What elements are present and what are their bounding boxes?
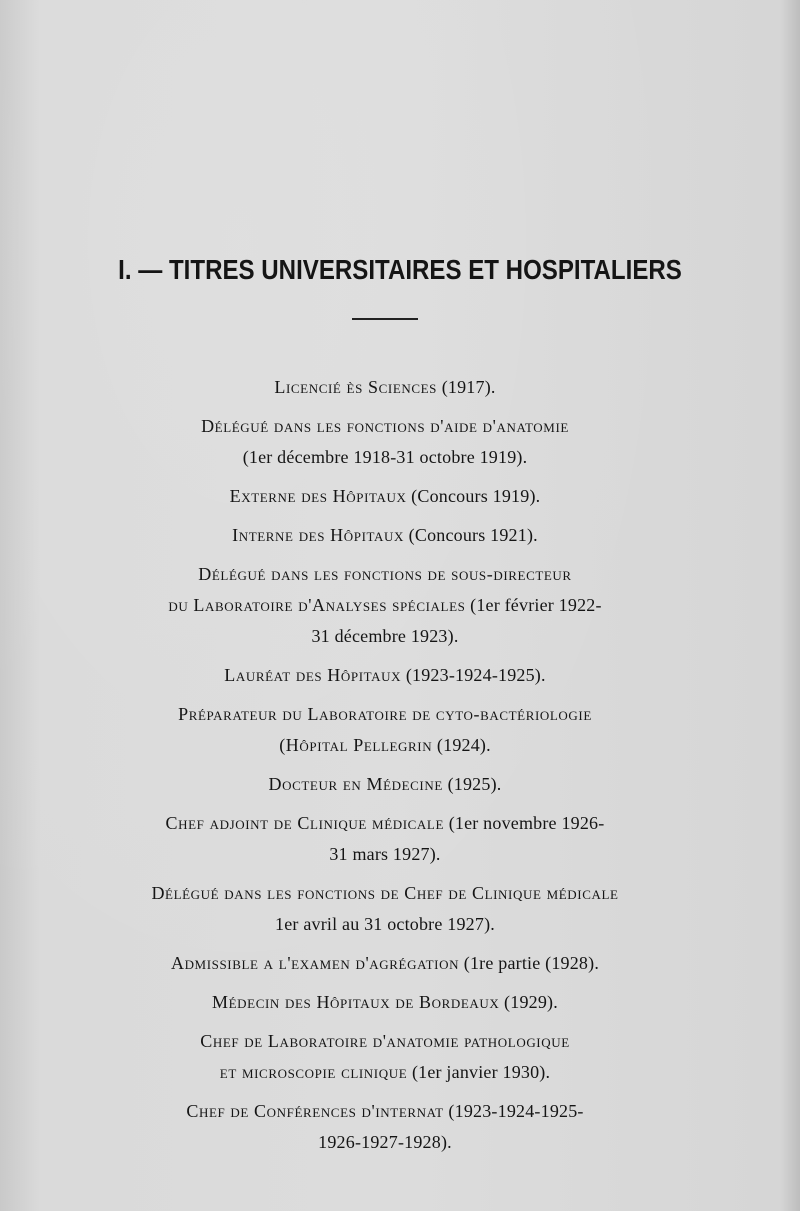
entry-heading: (Hôpital Pellegrin bbox=[279, 735, 433, 755]
entry-heading: Chef adjoint de Clinique médicale bbox=[165, 813, 444, 833]
entry-item bbox=[120, 372, 650, 403]
entry-detail: (1re partie (1928). bbox=[459, 953, 600, 973]
entry-item bbox=[120, 559, 650, 652]
entry-line bbox=[120, 730, 650, 761]
entry-line bbox=[120, 442, 650, 473]
entry-detail: (Concours 1919). bbox=[406, 486, 541, 506]
title-divider bbox=[352, 318, 418, 320]
entry-detail: (1923-1924-1925). bbox=[401, 665, 546, 685]
entry-line bbox=[120, 590, 650, 621]
entry-item bbox=[120, 699, 650, 761]
entry-detail: (Concours 1921). bbox=[403, 525, 538, 545]
entry-item bbox=[120, 987, 650, 1018]
entry-item bbox=[120, 411, 650, 473]
entry-heading: Docteur en Médecine bbox=[268, 774, 443, 794]
entry-line bbox=[120, 1057, 650, 1088]
entry-heading: Délégué dans les fonctions de sous-directeur bbox=[198, 564, 572, 584]
entry-line bbox=[120, 372, 650, 403]
entry-line bbox=[120, 699, 650, 730]
entry-heading: Admissible a l'examen d'agrégation bbox=[170, 953, 460, 973]
entry-line bbox=[120, 909, 650, 940]
entries-list bbox=[120, 372, 650, 1166]
entry-item bbox=[120, 878, 650, 940]
entry-detail: 1er avril au 31 octobre 1927). bbox=[275, 914, 495, 934]
entry-heading: du Laboratoire d'Analyses spéciales bbox=[168, 595, 466, 615]
entry-detail: (1917). bbox=[437, 377, 496, 397]
entry-heading: Externe des Hôpitaux bbox=[229, 486, 407, 506]
entry-item bbox=[120, 660, 650, 691]
entry-line bbox=[120, 839, 650, 870]
entry-item bbox=[120, 948, 650, 979]
entry-detail: (1929). bbox=[499, 992, 558, 1012]
entry-item bbox=[120, 1096, 650, 1158]
entry-line bbox=[120, 948, 650, 979]
entry-heading: Interne des Hôpitaux bbox=[232, 525, 404, 545]
entry-line bbox=[120, 1127, 650, 1158]
entry-item bbox=[120, 808, 650, 870]
entry-line bbox=[120, 520, 650, 551]
entry-detail: (1er janvier 1930). bbox=[407, 1062, 551, 1082]
entry-heading: Préparateur du Laboratoire de cyto-bactériologie bbox=[178, 704, 592, 724]
entry-heading: Délégué dans les fonctions de Chef de Clinique médicale bbox=[151, 883, 619, 903]
entry-line bbox=[120, 1096, 650, 1127]
entry-item bbox=[120, 481, 650, 512]
entry-heading: Médecin des Hôpitaux de Bordeaux bbox=[212, 992, 500, 1012]
entry-heading: Lauréat des Hôpitaux bbox=[224, 665, 402, 685]
section-title: I. — TITRES UNIVERSITAIRES ET HOSPITALIERS bbox=[118, 254, 682, 285]
entry-detail: 1926-1927-1928). bbox=[318, 1132, 452, 1152]
entry-line bbox=[120, 481, 650, 512]
entry-line bbox=[120, 808, 650, 839]
entry-item bbox=[120, 769, 650, 800]
entry-heading: et microscopie clinique bbox=[219, 1062, 408, 1082]
entry-line bbox=[120, 769, 650, 800]
entry-detail: (1925). bbox=[442, 774, 502, 794]
entry-heading: Chef de Conférences d'internat bbox=[186, 1101, 444, 1121]
entry-line bbox=[120, 987, 650, 1018]
entry-line bbox=[120, 660, 650, 691]
entry-line bbox=[120, 411, 650, 442]
entry-detail: (1er décembre 1918-31 octobre 1919). bbox=[242, 447, 528, 467]
entry-detail: (1924). bbox=[432, 735, 491, 755]
entry-item bbox=[120, 1026, 650, 1088]
entry-item bbox=[120, 520, 650, 551]
entry-detail: (1923-1924-1925- bbox=[443, 1101, 584, 1121]
entry-detail: (1er novembre 1926- bbox=[444, 813, 605, 833]
entry-heading: Délégué dans les fonctions d'aide d'anatomie bbox=[201, 416, 569, 436]
entry-line bbox=[120, 878, 650, 909]
entry-line bbox=[120, 1026, 650, 1057]
entry-heading: Chef de Laboratoire d'anatomie pathologique bbox=[200, 1031, 570, 1051]
entry-detail: 31 mars 1927). bbox=[329, 844, 441, 864]
entry-detail: 31 décembre 1923). bbox=[311, 626, 459, 646]
entry-line bbox=[120, 621, 650, 652]
entry-heading: Licencié ès Sciences bbox=[274, 377, 438, 397]
entry-line bbox=[120, 559, 650, 590]
entry-detail: (1er février 1922- bbox=[465, 595, 602, 615]
